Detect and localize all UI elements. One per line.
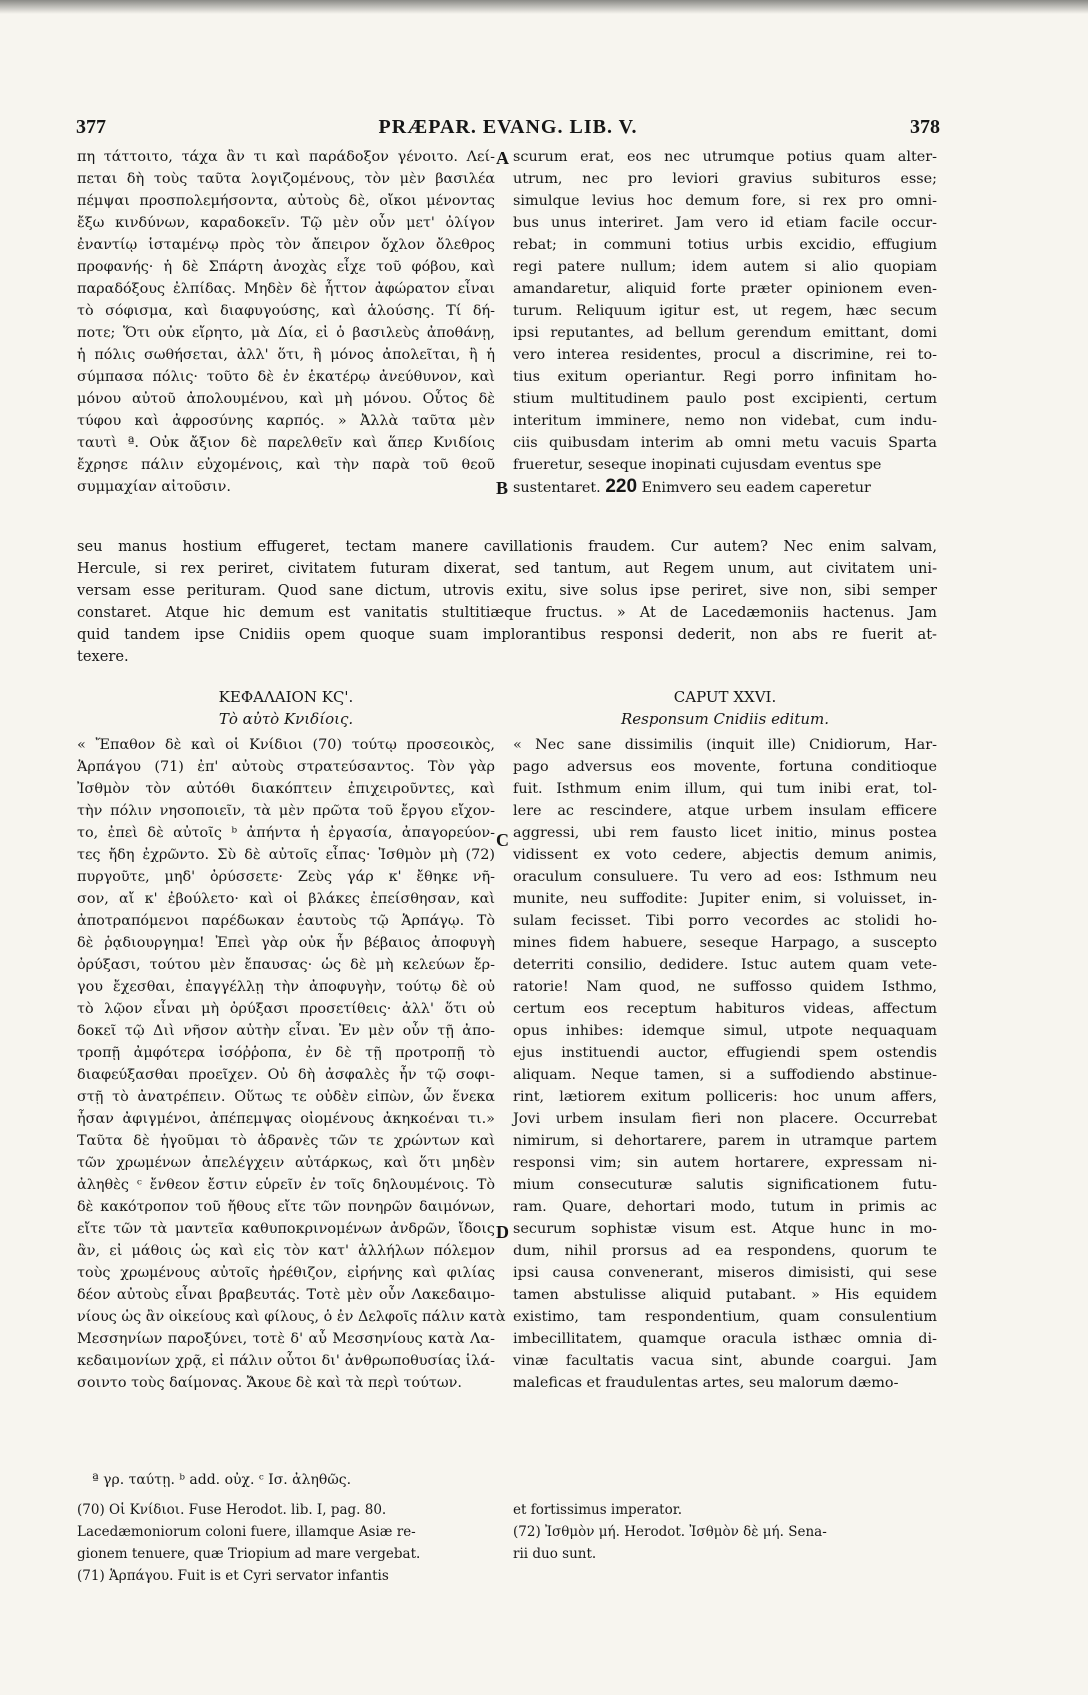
text-line: Hercule, si rex periret, civitatem futuram dixerat, sed tantum, aut Regem unum, aut civitatem uni- [77, 560, 937, 577]
greek-line: σον, αἴ κ' ἐβούλετο· καὶ οἱ βλάκες ἐπείσθησαν, καὶ [77, 891, 495, 907]
footnote-line: et fortissimus imperator. [513, 1502, 682, 1518]
greek-line: ἐναντίῳ ἱσταμένῳ πρὸς τὸν ἄπειρον ὄχλον ὄλεθρος [77, 237, 495, 253]
latin-line: maleficas et fraudulentas artes, seu malorum dæmo- [513, 1375, 899, 1391]
footnotes-right [513, 1500, 937, 1566]
greek-column-body [77, 734, 506, 1394]
greek-line: τύφου καὶ ἀφροσύνης καρπός. » Ἀλλὰ ταῦτα μὲν [77, 413, 495, 429]
latin-line: ipsi causa convenerant, miseros dimisisti, qui sese [513, 1265, 937, 1281]
latin-line: imbecillitatem, quamque oracula isthæc omnia di- [513, 1331, 937, 1347]
latin-line: scurum erat, eos nec utrumque potius quam alter- [513, 149, 937, 165]
page-number-left: 377 [76, 116, 106, 138]
greek-line: παραδόξους ἐλπίδας. Μηδὲν δὲ ἧττον ἀφώρατον εἶναι [77, 281, 495, 297]
latin-line: munite, neu suffodite: Jupiter enim, si voluisset, in- [513, 891, 937, 907]
latin-line: responsi vim; sin autem hortarere, expressam ni- [513, 1155, 937, 1171]
column-number: 220 [605, 476, 638, 497]
text-line: versam esse perituram. Quod sane dictum, utrovis exitu, sive solus ipse periret, sive non, sibi semper [77, 582, 937, 599]
latin-line: tamen abstulisse aliquid putabant. » His equidem [513, 1287, 937, 1303]
greek-line: ἔχρησε πάλιν εὐχομένοις, καὶ τὴν παρὰ τοῦ θεοῦ [77, 457, 495, 473]
greek-chapter-title: ΚΕΦΑΛΑΙΟΝ ΚϚ'. [218, 688, 354, 706]
latin-top-last-line [513, 476, 937, 498]
greek-line: τῶν χρωμένων ἀπελέγχειν αὐτάρκως, καὶ ὅτι μηδὲν [77, 1155, 495, 1171]
footnote-line: rii duo sunt. [513, 1546, 597, 1562]
latin-line: ciis quibusdam interim ab omni metu vacuis Sparta [513, 435, 937, 451]
margin-letter-a: A [496, 148, 509, 168]
latin-line: regi patere nullum; idem autem si alio quopiam [513, 259, 937, 275]
footnote-line: gionem tenuere, quæ Triopium ad mare vergebat. [77, 1546, 421, 1562]
latin-line: rint, lætiorem exitum polliceris: hoc unum affers, [513, 1089, 937, 1105]
greek-line: γου ἔχεσθαι, ἐπαγγέλλῃ τὴν ἀποφυγὴν, τούτῳ δὲ οὐ [77, 979, 495, 995]
latin-line: frueretur, seseque inopinati cujusdam eventus spe [513, 457, 882, 473]
latin-line: mium consecuturæ salutis significationem futu- [513, 1177, 937, 1193]
text-line: texere. [77, 648, 129, 665]
latin-line: vero interea residentes, procul a discrimine, rei to- [513, 347, 937, 363]
greek-line: Ἰσθμὸν τὸν αὐτόθι διακόπτειν ἐπιχειροῦντες, καὶ [77, 781, 495, 797]
greek-line: ἂν, εἰ μάθοις ὡς καὶ εἰς τὸν κατ' ἀλλήλων πόλεμον [77, 1243, 495, 1259]
full-width-paragraph [77, 536, 937, 668]
latin-line: vidissent ex voto cedere, abjectis demum animis, [513, 847, 937, 863]
running-title: PRÆPAR. EVANG. LIB. V. [378, 116, 638, 138]
greek-line: ταυτὶ ª. Οὐκ ἄξιον δὲ παρελθεῖν καὶ ἅπερ Κνιδίοις [77, 435, 495, 451]
greek-line: ἡ πόλις σωθήσεται, ἀλλ' ὅτι, ἢ μόνος ἀπολεῖται, ἢ ἡ [77, 347, 495, 363]
latin-line-text: Enimvero seu eadem caperetur [641, 480, 871, 496]
latin-chapter-title: CAPUT XXVI. [673, 688, 777, 706]
greek-line: σοιντο τοὺς δαίμονας. Ἄκουε δὲ καὶ τὰ περὶ τούτων. [77, 1375, 462, 1391]
greek-line: εἴτε τῶν τὰ μαντεῖα καθυποκρινομένων ἀνδρῶν, ἴδοις [77, 1221, 495, 1237]
latin-line-text: sustentaret. [513, 480, 601, 496]
greek-column-top [77, 146, 495, 498]
greek-line: τὸ σόφισμα, καὶ διαφυγούσης, καὶ ἁλούσης. Τί δή- [77, 303, 495, 319]
greek-line: ὀρύξασι, τούτου μὲν ἔπαυσας· ὡς δὲ μὴ κελεύων ἔρ- [77, 957, 495, 973]
latin-line: ejus instituendi auctor, effugiendi spem ostendis [513, 1045, 937, 1061]
greek-chapter-heading [77, 686, 495, 730]
greek-line: δὲ κακότροπον τοῦ ἤθους εἴτε τῶν πονηρῶν δαιμόνων, [77, 1199, 495, 1215]
latin-line: turum. Reliquum igitur est, ut regem, hæc secum [513, 303, 937, 319]
greek-line: πεται δὴ τοὺς ταῦτα λογιζομένους, τὸν μὲν βασιλέα [77, 171, 495, 187]
greek-line: σύμπασα πόλις· τοῦτο δὲ ἐν ἑκατέρῳ ἀνεύθυνον, καὶ [77, 369, 495, 385]
latin-line: pago adversus eos movente, fortuna conditioque [513, 759, 937, 775]
greek-line: Ταῦτα δὲ ἡγοῦμαι τὸ ἀδρανὲς τῶν τε χρώντων καὶ [77, 1133, 495, 1149]
greek-line: ἀποτραπόμενοι παρέδωκαν ἑαυτοὺς τῷ Ἁρπάγῳ. Τὸ [77, 913, 495, 929]
latin-line: opus inhibes: idemque simul, utpote nequaquam [513, 1023, 937, 1039]
latin-line: stium multitudinem paulo post excipienti, certum [513, 391, 937, 407]
greek-line: πη τάττοιτο, τάχα ἂν τι καὶ παράδοξον γένοιτο. Λεί- [77, 149, 495, 165]
greek-line: ἧσαν ἀφιγμένοι, ἀπέπεμψας οἰομένους ἀκηκοέναι τι.» [77, 1111, 495, 1127]
greek-line: ποτε; Ὅτι οὐκ εἴρητο, μὰ Δία, εἰ ὁ βασιλεὺς ἀποθάνῃ, [77, 325, 495, 341]
text-line: quid tandem ipse Cnidiis opem quoque suam implorantibus responsi dederit, non abs re fuerit at- [77, 626, 937, 643]
latin-chapter-subtitle: Responsum Cnidiis editum. [620, 710, 830, 728]
greek-line: « Ἔπαθον δὲ καὶ οἱ Κνίδιοι (70) τούτῳ προσεοικὸς, [77, 737, 495, 753]
greek-line: διαφεύξασθαι προεῖχεν. Οὐ δὴ ἀσφαλὲς ἦν τῷ σοφι- [77, 1067, 495, 1083]
margin-letter-b: B [496, 478, 509, 498]
latin-line: vinæ facultatis vacua sint, abunde coargui. Jam [513, 1353, 937, 1369]
latin-line: utrum, nec pro leviori gravius subituros esse; [513, 171, 937, 187]
greek-line: στῇ τὸ ἀνατρέπειν. Οὕτως τε οὐδὲν εἰπὼν, ὧν ἕνεκα [77, 1089, 495, 1105]
latin-line: lere ac rescindere, atque urbem insulam efficere [513, 803, 937, 819]
latin-column-body [513, 734, 937, 1394]
latin-line: rebat; in communi totius urbis excidio, effugium [513, 237, 937, 253]
running-header [76, 116, 940, 144]
latin-line: ipsi reputantes, ad bellum gerendum emittant, domi [513, 325, 937, 341]
greek-line: τὸ λῷον εἶναι μὴ ὀρύξασι προσετίθεις· ἀλλ' ὅτι οὐ [77, 1001, 495, 1017]
latin-line: ram. Quare, dehortari modo, tutum in primis ac [513, 1199, 937, 1215]
latin-line: deterriti consilio, dedidere. Istuc autem quam vete- [513, 957, 937, 973]
greek-line: ἔξω κινδύνων, καραδοκεῖν. Τῷ μὲν οὖν μετ' ὀλίγον [77, 215, 495, 231]
greek-line: δέον αὐτοὺς εἶναι βραβευτάς. Τοτὲ μὲν οὖν Λακεδαιμο- [77, 1287, 495, 1303]
latin-line: oraculum consuluere. Tu vero ad eos: Isthmum neu [513, 869, 937, 885]
greek-line: συμμαχίαν αἰτοῦσιν. [77, 479, 231, 495]
latin-line: aggressi, ubi rem fausto licet initio, minus postea [513, 825, 937, 841]
footnotes-left [77, 1500, 495, 1588]
latin-line: nimirum, si dehortarere, parem in utramque partem [513, 1133, 937, 1149]
greek-line: κεδαιμονίων χρᾷ, εἰ πάλιν οὗτοι δι' ἀνθρωποθυσίας ἱλά- [77, 1353, 495, 1369]
greek-line: το, ἐπεὶ δὲ αὐτοῖς ᵇ ἀπήντα ἡ ἐργασία, ἀπαγορεύον- [77, 825, 495, 841]
footnote-line: (70) Οἱ Κνίδιοι. Fuse Herodot. lib. I, pag. 80. [77, 1502, 387, 1518]
margin-letter-d: D [496, 1222, 509, 1242]
latin-line: « Nec sane dissimilis (inquit ille) Cnidiorum, Har- [513, 737, 937, 753]
latin-line: mines fidem habuere, seseque Harpago, a suscepto [513, 935, 937, 951]
latin-line: Jovi urbem insulam fieri non placere. Occurrebat [513, 1111, 937, 1127]
greek-line: Ἁρπάγου (71) ἐπ' αὐτοὺς στρατεύσαντος. Τὸν γὰρ [77, 759, 495, 775]
latin-line: aliquam. Neque tamen, si a suffodiendo abstinue- [513, 1067, 937, 1083]
greek-line: νίους ὡς ἂν οἰκείους καὶ φίλους, ὁ ἐν Δελφοῖς πάλιν κατὰ [77, 1309, 506, 1325]
latin-line: amandaretur, aliquid forte præter opinionem even- [513, 281, 937, 297]
latin-line: certum eos receptum habituros videas, affectum [513, 1001, 937, 1017]
greek-line: δοκεῖ τῷ Διὶ νῆσον αὐτὴν εἶναι. Ἐν μὲν οὖν τῇ ἀπο- [77, 1023, 495, 1039]
margin-letter-c: C [496, 830, 509, 850]
latin-line: tius exitum operiantur. Regi porro infinitam ho- [513, 369, 937, 385]
latin-line: fuit. Isthmum enim illum, qui tum inibi erat, tol- [513, 781, 937, 797]
footnote-line: (71) Ἁρπάγου. Fuit is et Cyri servator infantis [77, 1568, 389, 1584]
greek-line: τοὺς χρωμένους αὐτοῖς ἠρέθιζον, εἰρήνης καὶ φιλίας [77, 1265, 495, 1281]
greek-line: πυργοῦτε, μηδ' ὀρύσσετε· Ζεὺς γάρ κ' ἔθηκε νῆ- [77, 869, 495, 885]
text-line: seu manus hostium effugeret, tectam manere cavillationis fraudem. Cur autem? Nec enim salvam, [77, 538, 937, 555]
page-number-right: 378 [910, 116, 940, 138]
text-line: constaret. Atque hic demum est vanitatis stultitiæque fructus. » At de Lacedæmoniis hactenus. Jam [77, 604, 937, 621]
footnote-line: (72) Ἰσθμὸν μή. Herodot. Ἰσθμὸν δὲ μή. Sena- [513, 1524, 827, 1540]
greek-line: τροπῇ ἀμφότερα ἰσόῤῥοπα, ἐν δὲ τῇ προτροπῇ τὸ [77, 1045, 495, 1061]
greek-line: Μεσσηνίων παροξύνει, τοτὲ δ' αὖ Μεσσηνίους κατὰ Λα- [77, 1331, 495, 1347]
greek-line: τὴν πόλιν νησοποιεῖν, τὰ μὲν πρῶτα τοῦ ἔργου εἴχον- [77, 803, 495, 819]
footnote-line: Lacedæmoniorum coloni fuere, illamque Asiæ re- [77, 1524, 416, 1540]
latin-line: interitum imminere, nemo non videbat, cum indu- [513, 413, 937, 429]
greek-line: δὲ ῥᾳδιουργημα! Ἐπεὶ γὰρ οὐκ ἦν βέβαιος ἀποφυγὴ [77, 935, 495, 951]
greek-line: προφανής· ἡ δὲ Σπάρτη ἀνοχὰς εἶχε τοῦ φόβου, καὶ [77, 259, 495, 275]
greek-line: μόνου αὐτοῦ ἀπολουμένου, καὶ μὴ μόνου. Οὗτος δὲ [77, 391, 495, 407]
greek-line: τες ἤδη ἐχρῶντο. Σὺ δὲ αὐτοῖς εἶπας· Ἰσθμὸν μὴ (72) [77, 847, 495, 863]
greek-chapter-subtitle: Τὸ αὐτὸ Κνιδίοις. [218, 710, 354, 728]
latin-line: sulam fecisset. Tibi porro vecordes ac stolidi ho- [513, 913, 937, 929]
greek-line: ἀληθὲς ᶜ ἔνθεον ἔστιν εὑρεῖν ἐν τοῖς δηλουμένοις. Τὸ [77, 1177, 495, 1193]
latin-line: dum, nihil prorsus ad ea respondens, quorum te [513, 1243, 937, 1259]
latin-line: simulque levius hoc demum fore, si rex pro omni- [513, 193, 937, 209]
textual-variants: ª γρ. ταύτῃ. ᵇ add. οὐχ. ᶜ Ισ. ἀληθῶς. [92, 1472, 352, 1488]
latin-line: bus unus interiret. Jam vero id etiam facile occur- [513, 215, 937, 231]
greek-line: πέμψαι προσπολεμήσοντα, αὐτοὺς δὲ, οἴκοι μένοντας [77, 193, 495, 209]
latin-line: ratorie! Nam quod, ne suffosso quidem Isthmo, [513, 979, 937, 995]
scan-edge [0, 0, 1088, 14]
latin-chapter-heading [513, 686, 937, 730]
latin-line: securum sophistæ visum est. Atque hunc in mo- [513, 1221, 937, 1237]
latin-column-top [513, 146, 937, 476]
latin-line: existimo, tam respondentium, quam consulentium [513, 1309, 937, 1325]
